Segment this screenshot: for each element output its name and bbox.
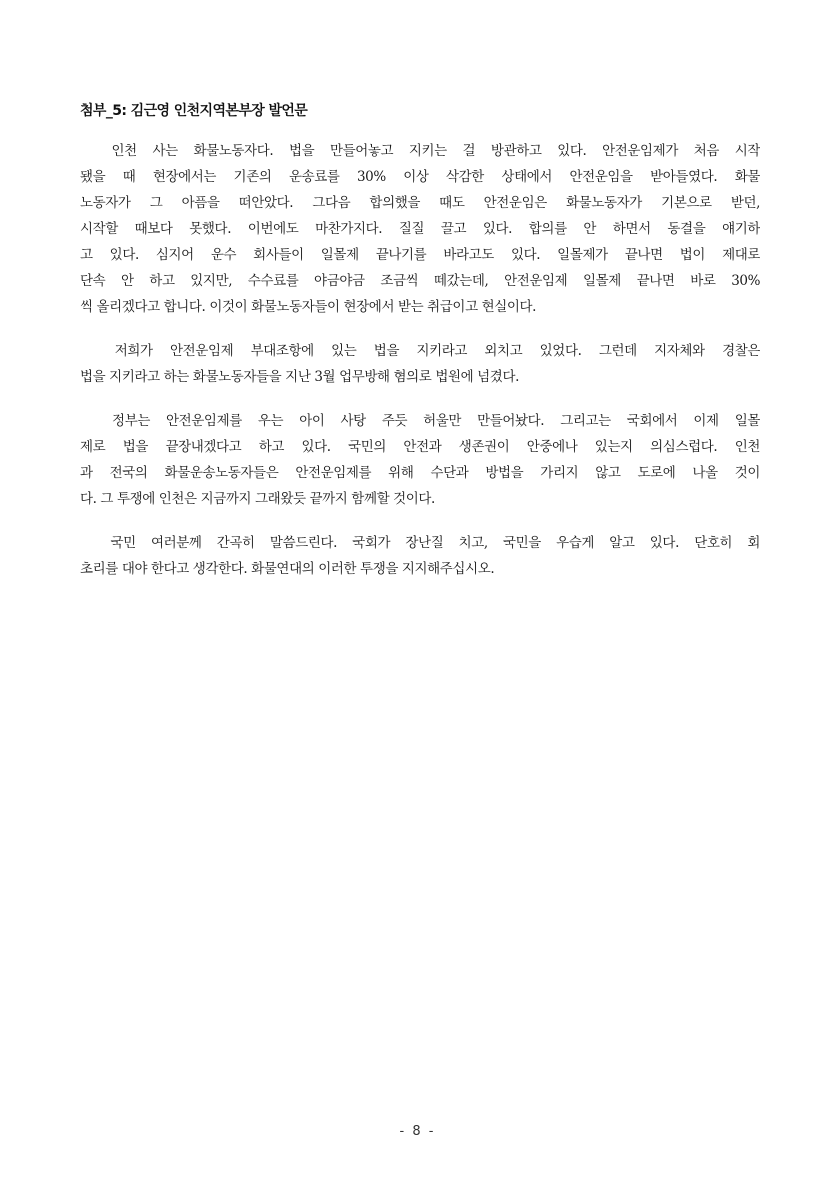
text-line: 정부는 안전운임제를 우는 아이 사탕 주듯 허울만 만들어놨다. 그리고는 국회에서 이제 일몰	[80, 413, 760, 429]
text-line: 저희가 안전운임제 부대조항에 있는 법을 지키라고 외치고 있었다. 그런데 지자체와 경찰은	[80, 343, 760, 359]
paragraph-1	[80, 138, 760, 320]
text-line: 국민 여러분께 간곡히 말씀드린다. 국회가 장난질 치고, 국민을 우습게 알고 있다. 단호히 회	[80, 535, 760, 551]
paragraph-3	[80, 408, 760, 512]
text-line: 됐을 때 현장에서는 기존의 운송료를 30% 이상 삭감한 상태에서 안전운임을 받아들였다. 화물	[80, 169, 760, 185]
text-line: 다. 그 투쟁에 인천은 지금까지 그래왔듯 끝까지 함께할 것이다.	[80, 491, 435, 507]
page-number: - 8 -	[399, 1124, 436, 1139]
text-line: 씩 올리겠다고 합니다. 이것이 화물노동자들이 현장에서 받는 취급이고 현실이다.	[80, 299, 537, 315]
document-body	[80, 138, 760, 600]
paragraph-4	[80, 530, 760, 582]
text-line: 제로 법을 끝장내겠다고 하고 있다. 국민의 안전과 생존권이 안중에나 있는지 의심스럽다. 인천	[80, 439, 760, 455]
text-line: 초리를 대야 한다고 생각한다. 화물연대의 이러한 투쟁을 지지해주십시오.	[80, 561, 495, 577]
text-line: 고 있다. 심지어 운수 회사들이 일몰제 끝나기를 바라고도 있다. 일몰제가 끝나면 법이 제대로	[80, 247, 760, 263]
text-line: 시작할 때보다 못했다. 이번에도 마찬가지다. 질질 끌고 있다. 합의를 안 하면서 동결을 얘기하	[80, 221, 760, 237]
text-line: 법을 지키라고 하는 화물노동자들을 지난 3월 업무방해 혐의로 법원에 넘겼다.	[80, 369, 519, 385]
text-line: 인천 사는 화물노동자다. 법을 만들어놓고 지키는 걸 방관하고 있다. 안전운임제가 처음 시작	[80, 143, 760, 159]
text-line: 과 전국의 화물운송노동자들은 안전운임제를 위해 수단과 방법을 가리지 않고 도로에 나올 것이	[80, 465, 760, 481]
text-line: 단속 안 하고 있지만, 수수료를 야금야금 조금씩 떼갔는데, 안전운임제 일몰제 끝나면 바로 30%	[80, 273, 760, 289]
document-title: 첨부_5: 김근영 인천지역본부장 발언문	[80, 103, 308, 119]
text-line: 노동자가 그 아픔을 떠안았다. 그다음 합의했을 때도 안전운임은 화물노동자가 기본으로 받던,	[80, 195, 760, 211]
paragraph-2	[80, 338, 760, 390]
